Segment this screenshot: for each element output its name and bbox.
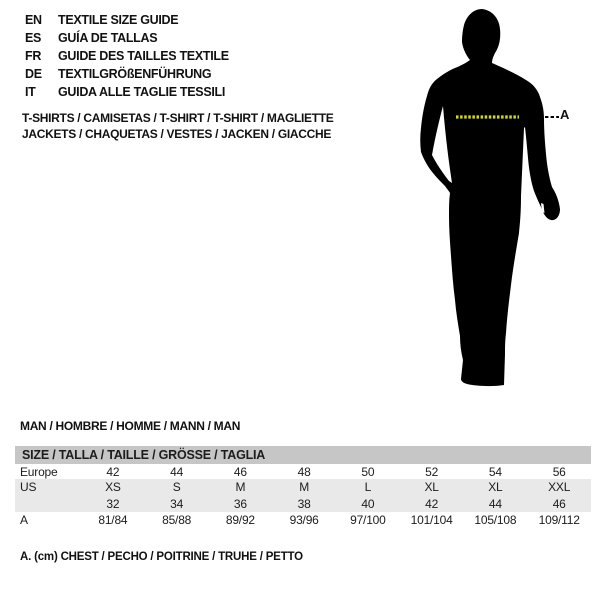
size-cell: 40 bbox=[361, 496, 375, 511]
size-cell: 44 bbox=[488, 496, 502, 511]
size-cell: XL bbox=[424, 480, 439, 494]
language-row-es bbox=[25, 29, 229, 47]
size-cell: 81/84 bbox=[98, 513, 128, 527]
gender-heading: MAN / HOMBRE / HOMME / MANN / MAN bbox=[20, 419, 241, 433]
measure-label-a: A bbox=[560, 107, 570, 122]
category-line-tshirts: T-SHIRTS / CAMISETAS / T-SHIRT / T-SHIRT / MAGLIETTE bbox=[22, 111, 334, 125]
row-label: US bbox=[20, 480, 37, 494]
language-row-it bbox=[25, 83, 229, 101]
row-label bbox=[15, 495, 81, 512]
category-list bbox=[22, 111, 334, 142]
size-cell: M bbox=[235, 480, 246, 494]
measurement-footnote: A. (cm) CHEST / PECHO / POITRINE / TRUHE / PETTO bbox=[20, 551, 303, 563]
size-table bbox=[15, 446, 591, 528]
language-code: DE bbox=[25, 67, 42, 81]
size-cell: 97/100 bbox=[350, 513, 386, 527]
language-label: GUIDA ALLE TAGLIE TESSILI bbox=[58, 85, 226, 99]
language-code: ES bbox=[25, 31, 42, 45]
size-cell: 101/104 bbox=[410, 513, 453, 527]
language-label: GUÍA DE TALLAS bbox=[58, 31, 158, 45]
row-label: A bbox=[20, 513, 28, 527]
size-cell: 46 bbox=[552, 496, 566, 511]
table-row-us bbox=[15, 479, 591, 495]
size-table-header-row bbox=[15, 446, 591, 464]
size-cell: 85/88 bbox=[162, 513, 192, 527]
language-label: GUIDE DES TAILLES TEXTILE bbox=[58, 49, 229, 63]
size-cell: XL bbox=[488, 480, 503, 494]
size-cell: 50 bbox=[361, 464, 375, 479]
language-row-fr bbox=[25, 47, 229, 65]
size-cell: 42 bbox=[425, 496, 439, 511]
size-table-header: SIZE / TALLA / TAILLE / GRÖSSE / TAGLIA bbox=[15, 446, 591, 464]
size-cell: XXL bbox=[548, 480, 571, 494]
man-silhouette-figure bbox=[390, 0, 600, 420]
size-cell: 105/108 bbox=[474, 513, 517, 527]
size-cell: 89/92 bbox=[225, 513, 255, 527]
size-cell: M bbox=[299, 480, 310, 494]
size-cell: 38 bbox=[297, 496, 311, 511]
man-silhouette-svg bbox=[390, 0, 600, 420]
size-cell: 32 bbox=[106, 496, 120, 511]
language-label: TEXTILGRÖßENFÜHRUNG bbox=[58, 67, 212, 81]
size-cell: 109/112 bbox=[538, 513, 580, 527]
language-code: FR bbox=[25, 49, 42, 63]
language-list bbox=[25, 11, 229, 101]
size-cell: S bbox=[172, 480, 181, 494]
language-row-en bbox=[25, 11, 229, 29]
size-cell: XS bbox=[105, 480, 121, 494]
table-row-europe bbox=[15, 464, 591, 479]
language-code: IT bbox=[25, 85, 36, 99]
size-cell: 54 bbox=[488, 464, 502, 479]
size-cell: 56 bbox=[552, 464, 566, 479]
table-row-numeric bbox=[15, 495, 591, 512]
man-body-shape bbox=[420, 9, 560, 386]
category-line-jackets: JACKETS / CHAQUETAS / VESTES / JACKEN / GIACCHE bbox=[22, 126, 332, 141]
language-row-de bbox=[25, 65, 229, 83]
size-cell: 48 bbox=[297, 464, 311, 479]
size-cell: 93/96 bbox=[289, 513, 319, 527]
size-cell: 44 bbox=[170, 464, 184, 479]
table-row-chest-cm bbox=[15, 512, 591, 528]
size-cell: 52 bbox=[425, 464, 439, 479]
size-cell: 36 bbox=[233, 496, 247, 511]
row-label: Europe bbox=[20, 464, 58, 479]
language-code: EN bbox=[25, 13, 42, 27]
size-cell: 46 bbox=[233, 464, 247, 479]
size-cell: 42 bbox=[106, 464, 120, 479]
size-cell: L bbox=[364, 480, 372, 494]
language-label: TEXTILE SIZE GUIDE bbox=[58, 13, 179, 27]
size-cell: 34 bbox=[170, 496, 184, 511]
